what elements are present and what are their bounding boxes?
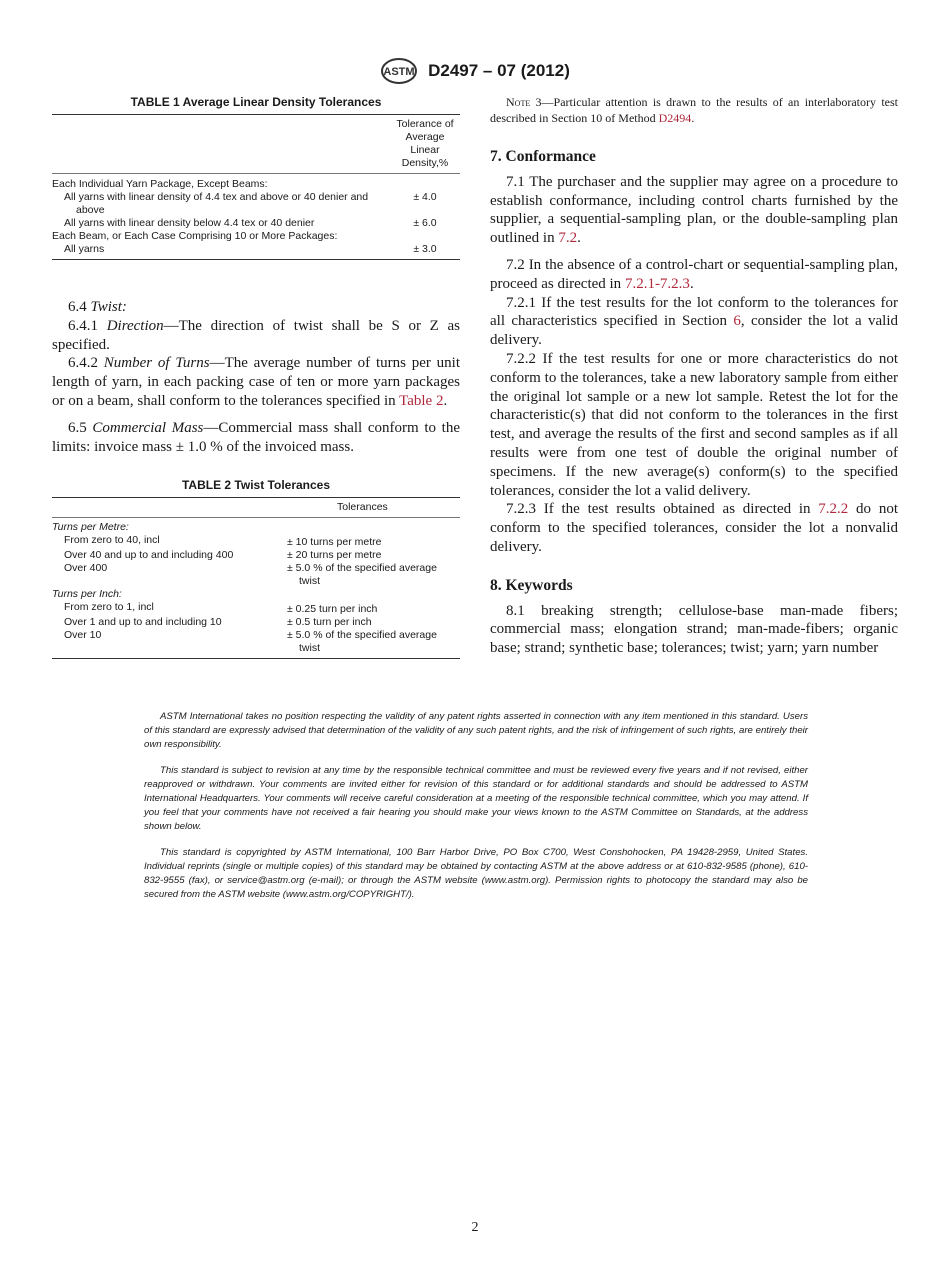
link-7-2[interactable]: 7.2 (558, 230, 578, 247)
punct: . (443, 392, 448, 409)
table1-row (52, 191, 460, 217)
row-label: Over 10 (64, 629, 102, 642)
row-label: Each Individual Yarn Package, Except Beams: (52, 178, 268, 190)
punct: . (689, 275, 694, 292)
table2-row (52, 534, 460, 549)
table2-group-row (52, 588, 460, 601)
para-7-2-1 (490, 294, 898, 350)
note-text: —Particular attention is drawn to the results of an interlaboratory test described in Section 10 of Method (490, 95, 898, 125)
paragraph-text: , consider the lot a valid delivery. (490, 313, 898, 349)
section-7-heading: 7. Conformance (490, 148, 596, 165)
row-value: ± 6.0 (413, 217, 437, 229)
right-column (490, 95, 898, 658)
paragraph-text: —Commercial mass shall conform to the limits: invoice mass ± 1.0 % of the invoiced mass. (52, 419, 461, 455)
footer-copyright: This standard is copyrighted by ASTM International, 100 Barr Harbor Drive, PO Box C700, West Conshohocken, PA 19428-2959, United States. Individual reprints (single or multiple copies) of this standard may be obtained by contacting ASTM at the above address or at 610-832-9585 (phone), 610-832-9555 (fax), or service@astm.org (e-mail); or through the ASTM website (www.astm.org). Permission rights to photocopy the standard may also be secured from the ASTM website (www.astm.org/COPYRIGHT/). (144, 847, 808, 900)
section-title: Direction (106, 317, 164, 334)
row-value (390, 174, 460, 192)
row-label: All yarns with linear density of 4.4 tex and above or 40 denier and above (64, 191, 369, 216)
row-label: All yarns with linear density below 4.4 tex or 40 denier (64, 217, 315, 229)
section-number: 6.4.1 (68, 317, 98, 334)
punct: . (577, 230, 581, 247)
paragraph-text: do not conform to the specified tolerances, consider the lot a nonvalid delivery. (490, 501, 898, 555)
section-number: 6.5 (68, 419, 87, 436)
footer-notice (144, 710, 808, 902)
row-value: ± 5.0 % of the specified average twist (287, 629, 437, 655)
svg-text:ASTM: ASTM (383, 66, 415, 78)
section-8-heading: 8. Keywords (490, 576, 573, 594)
group-title: Turns per Inch: (52, 588, 122, 601)
link-section-6[interactable]: 6 (733, 313, 741, 330)
group-title: Turns per Metre: (52, 521, 129, 534)
note-label: Note 3 (506, 95, 542, 109)
paragraph-text: 7.2.3 If the test results obtained as directed in (506, 501, 819, 518)
row-value (390, 230, 460, 243)
footer-patent: ASTM International takes no position respecting the validity of any patent rights asserted in connection with any item mentioned in this standard. Users of this standard are expressly advised that determination of the validity of any such patent rights, and the risk of infringement of such rights, are entirely their own responsibility. (144, 711, 808, 750)
row-label: Over 40 and up to and including 400 (64, 549, 234, 562)
table1-row (52, 217, 460, 230)
note-3 (490, 95, 898, 126)
row-value: ± 0.25 turn per inch (287, 603, 378, 616)
para-7-2-3 (490, 500, 898, 556)
row-value: ± 20 turns per metre (287, 549, 382, 562)
table1-row (52, 243, 460, 260)
astm-logo-icon (380, 58, 418, 84)
table2-link[interactable]: Table 2 (399, 392, 444, 409)
row-label: From zero to 1, incl (64, 601, 154, 614)
paragraph-text: 7.1 The purchaser and the supplier may agree on a procedure to establish conformance, including control charts furnished by the supplier, a sequential-sampling plan, or the double-sampling plan outlined in (490, 173, 898, 247)
row-value: ± 3.0 (413, 243, 437, 255)
table1-row (52, 230, 460, 243)
table2-row (52, 601, 460, 616)
paragraph-text: —The average number of turns per unit length of yarn, in each packing case of ten or more yarn packages or on a beam, shall conform to the tolerances specified in (52, 355, 461, 409)
para-7-2-2: 7.2.2 If the test results for one or more characteristics do not conform to the tolerances, take a new laboratory sample from either the original lot sample or a new lot sample. Retest the lot for the characteristic(s) that did not conform to the tolerances in the first test, and average the results of the first and second samples as if all results were from one test of double the original number of specimens. If the new average(s) conform(s) to the specified tolerances, consider the lot a valid delivery. (490, 350, 898, 499)
section-number: 6.4 (68, 299, 87, 315)
row-value: ± 10 turns per metre (287, 536, 382, 549)
designation: D2497 – 07 (2012) (428, 61, 570, 80)
row-value: ± 5.0 % of the specified average twist (287, 562, 437, 588)
footer-revision: This standard is subject to revision at any time by the responsible technical committee and must be reviewed every five years and if not revised, either reapproved or withdrawn. Your comments are invited either for revision of this standard or for additional standards and should be addressed to ASTM International Headquarters. Your comments will receive careful consideration at a meeting of the responsible technical committee, which you may attend. If you feel that your comments have not received a fair hearing you should make your views known to the ASTM Committee on Standards, at the address shown below. (144, 765, 808, 832)
table2-row (52, 562, 460, 588)
para-7-1 (490, 173, 898, 248)
row-label: Each Beam, or Each Case Comprising 10 or More Packages: (52, 230, 338, 242)
section-title: Number of Turns (103, 355, 210, 372)
page-number: 2 (471, 1220, 479, 1235)
section-title: Twist: (90, 299, 127, 315)
row-value: ± 4.0 (413, 191, 437, 203)
row-label: Over 1 and up to and including 10 (64, 616, 222, 629)
link-7-2-2[interactable]: 7.2.2 (818, 501, 849, 518)
para-7-2 (490, 256, 898, 294)
paragraph-text: —The direction of twist shall be S or Z as specified. (52, 317, 460, 353)
table2-caption: TABLE 2 Twist Tolerances (181, 478, 331, 493)
table1-row (52, 174, 460, 192)
punct: . (691, 110, 695, 125)
para-8-1: 8.1 breaking strength; cellulose-base man-made fibers; commercial mass; elongation strand; man-made-fibers; organic base; strand; synthetic base; tolerances; twist; yarn; yarn number (490, 602, 898, 657)
table1-caption: TABLE 1 Average Linear Density Tolerances (130, 95, 382, 109)
row-label: From zero to 40, incl (64, 534, 160, 547)
table1-col-header: Tolerance of Average Linear Density,% (390, 115, 460, 174)
table2-row (52, 629, 460, 659)
row-value: ± 0.5 turn per inch (287, 616, 372, 629)
paragraph-text: 7.2 In the absence of a control-chart or sequential-sampling plan, proceed as directed in (490, 256, 898, 292)
row-label: All yarns (64, 243, 105, 255)
table2 (52, 497, 460, 659)
table2-col-header: Tolerances (287, 498, 460, 518)
table2-row (52, 549, 460, 562)
d2494-link[interactable]: D2494 (658, 110, 692, 125)
left-column (52, 95, 460, 659)
table1 (52, 114, 460, 260)
table2-group-row (52, 518, 460, 535)
row-label: Over 400 (64, 562, 108, 575)
table2-row (52, 616, 460, 629)
section-number: 6.4.2 (68, 355, 98, 372)
section-title: Commercial Mass (92, 419, 204, 436)
link-7-2-1-7-2-3[interactable]: 7.2.1-7.2.3 (624, 275, 690, 292)
paragraph-text: 7.2.1 If the test results for the lot conform to the tolerances for all characteristics specified in Section (490, 294, 898, 330)
page-header (0, 58, 950, 84)
